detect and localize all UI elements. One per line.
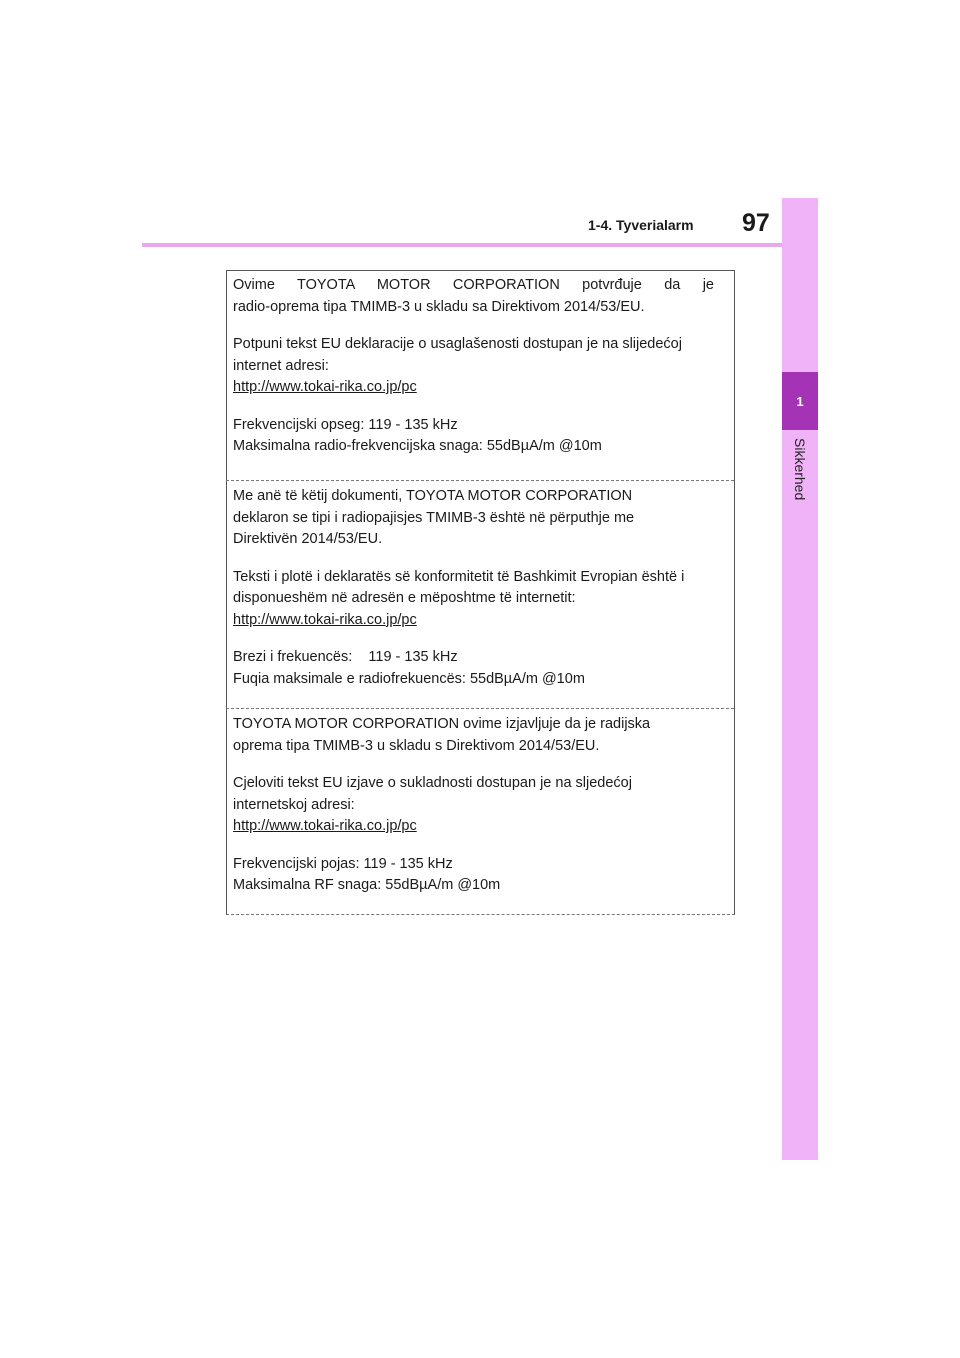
notice-line: Teksti i plotë i deklaratës së konformitetit të Bashkimit Evropian është i [233,568,685,585]
notice-montenegrin [226,270,734,458]
notice-line: oprema tipa TMIMB-3 u skladu s Direktivom 2014/53/EU. [233,737,600,754]
notice-line: Cjeloviti tekst EU izjave o sukladnosti dostupan je na sljedećoj [233,775,632,791]
page-number: 97 [742,209,770,237]
chapter-label-text: Sikkerhed [792,438,808,501]
notice-line: Ovime TOYOTA MOTOR CORPORATION potvrđuje da je [233,277,714,293]
section-title: 1-4. Tyverialarm [588,217,694,233]
notice-line: internet adresi: [233,357,329,374]
notice-line: Direktivën 2014/53/EU. [233,531,383,547]
notice-line: Maksimalna RF snaga: 55dBµA/m @10m [233,877,501,893]
declaration-link[interactable]: http://www.tokai-rika.co.jp/pc [233,818,417,834]
notice-line: TOYOTA MOTOR CORPORATION ovime izjavljuje da je radijska [233,716,651,732]
notice-line: Fuqia maksimale e radiofrekuencës: 55dBµA/m @10m [233,670,585,687]
notice-line: Potpuni tekst EU deklaracije o usaglašenosti dostupan je na slijedećoj [233,336,682,352]
notice-line: Maksimalna radio-frekvencijska snaga: 55dBµA/m @10m [233,438,602,454]
notice-line: radio-oprema tipa TMIMB-3 u skladu sa Direktivom 2014/53/EU. [233,298,645,315]
header-rule [142,243,782,247]
notice-albanian [226,480,734,690]
notice-line: Brezi i frekuencës: 119 - 135 kHz [233,649,458,665]
declaration-link[interactable]: http://www.tokai-rika.co.jp/pc [233,611,417,628]
chapter-label [782,438,818,518]
notice-line: deklaron se tipi i radiopajisjes TMIMB-3 është në përputhje me [233,509,635,526]
notice-line: Frekvencijski opseg: 119 - 135 kHz [233,416,458,433]
notice-line: internetskoj adresi: [233,796,355,813]
declaration-link[interactable]: http://www.tokai-rika.co.jp/pc [233,379,417,395]
notice-line: Frekvencijski pojas: 119 - 135 kHz [233,855,453,872]
notice-line: Me anë të këtij dokumenti, TOYOTA MOTOR CORPORATION [233,488,633,504]
chapter-side-tab [782,198,818,1160]
chapter-number-badge: 1 [782,372,818,430]
notice-croatian [226,708,734,897]
notice-line: disponueshëm në adresën e mëposhtme të internetit: [233,590,576,606]
